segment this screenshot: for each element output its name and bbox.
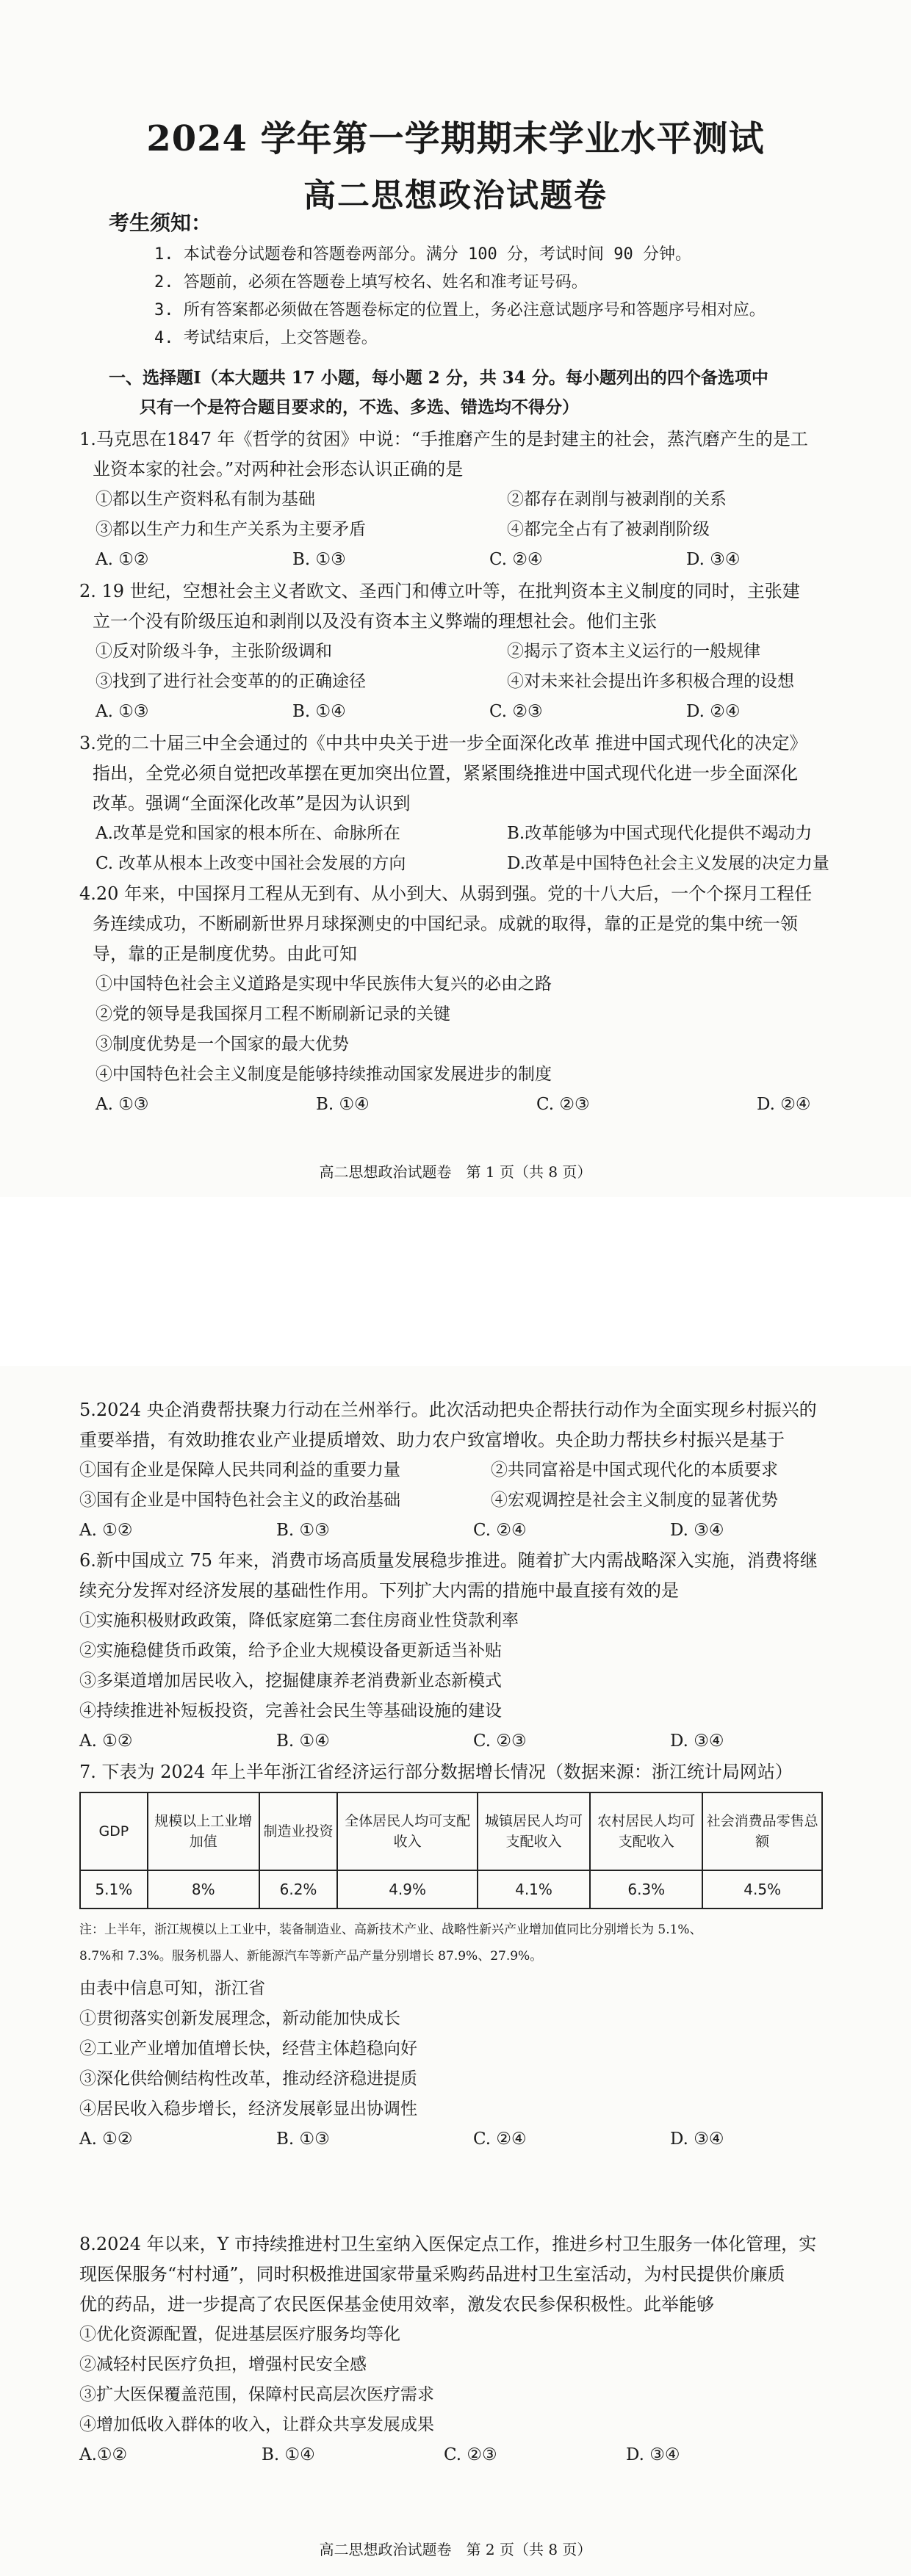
question-stem: 3.党的二十届三中全会通过的《中共中央关于进一步全面深化改革 推进中国式现代化的决定》 — [79, 733, 807, 753]
table-header-cell: 城镇居民人均可支配收入 — [478, 1792, 590, 1870]
question-8 — [79, 2229, 836, 2470]
choice-c[interactable]: C. ②③ — [444, 2445, 497, 2464]
choice-a[interactable]: A. ①③ — [96, 702, 149, 721]
choice-c[interactable]: C. ②④ — [489, 550, 543, 569]
page-gap — [0, 1197, 911, 1366]
choice-c[interactable]: C. ②④ — [473, 2130, 527, 2149]
question-stem: 5.2024 央企消费帮扶聚力行动在兰州举行。此次活动把央企帮扶行动作为全面实现乡村振兴的 — [79, 1400, 817, 1420]
choice-a[interactable]: A. ①② — [96, 550, 149, 569]
table-header-cell: GDP — [80, 1792, 148, 1870]
table-header-cell: 制造业投资 — [259, 1792, 338, 1870]
statement: ④都完全占有了被剥削阶级 — [507, 520, 710, 539]
section-heading-line: 一、选择题Ⅰ（本大题共 17 小题，每小题 2 分，共 34 分。每小题列出的四个备选项中 — [109, 368, 768, 388]
choice-b[interactable]: B. ①④ — [292, 702, 346, 721]
section-heading-line: 只有一个是符合题目要求的，不选、多选、错选均不得分） — [140, 397, 579, 417]
table-value-cell: 5.1% — [80, 1870, 148, 1909]
exam-title: 2024 学年第一学期期末学业水平测试 — [146, 118, 765, 159]
question-stem: 重要举措，有效助推农业产业提质增效、助力农户致富增收。央企助力帮扶乡村振兴是基于 — [79, 1430, 785, 1450]
notice-item: 2. 答题前，必须在答题卷上填写校名、姓名和准考证号码。 — [154, 273, 588, 292]
question-stem: 指出，全党必须自觉把改革摆在更加突出位置，紧紧围绕推进中国式现代化进一步全面深化 — [93, 763, 798, 784]
question-stem: 4.20 年来，中国探月工程从无到有、从小到大、从弱到强。党的十八大后，一个个探月工程任 — [79, 883, 813, 904]
statement: ①实施积极财政政策，降低家庭第二套住房商业性贷款利率 — [79, 1611, 519, 1630]
table-value-cell: 4.1% — [478, 1870, 590, 1909]
exam-page-1 — [0, 0, 911, 1197]
choice-d[interactable]: D. ②④ — [686, 702, 741, 721]
statement: ①国有企业是保障人民共同利益的重要力量 — [79, 1461, 400, 1480]
choice-b[interactable]: B. ①③ — [276, 1521, 330, 1540]
choice-a[interactable]: A. ①③ — [96, 1095, 149, 1114]
question-stem: 2. 19 世纪，空想社会主义者欧文、圣西门和傅立叶等，在批判资本主义制度的同时，主张建 — [79, 581, 800, 601]
choice-b[interactable]: B. ①④ — [262, 2445, 315, 2464]
notice-item: 3. 所有答案都必须做在答题卷标定的位置上，务必注意试题序号和答题序号相对应。 — [154, 301, 766, 319]
choice-c[interactable]: C. ②③ — [473, 1732, 527, 1751]
choice-b[interactable]: B. ①③ — [292, 550, 346, 569]
section-heading — [109, 363, 814, 422]
statement: ①中国特色社会主义道路是实现中华民族伟大复兴的必由之路 — [96, 974, 552, 994]
statement: ③扩大医保覆盖范围，保障村民高层次医疗需求 — [79, 2385, 434, 2404]
notice-item: 4. 考试结束后，上交答题卷。 — [154, 329, 378, 347]
statement: ③国有企业是中国特色社会主义的政治基础 — [79, 1491, 400, 1510]
statement: ③找到了进行社会变革的的正确途径 — [96, 672, 366, 691]
question-stem: 优的药品，进一步提高了农民医保基金使用效率，激发农民参保积极性。此举能够 — [79, 2294, 714, 2315]
question-stem: 8.2024 年以来，Y 市持续推进村卫生室纳入医保定点工作，推进乡村卫生服务一体化管理，实 — [79, 2234, 817, 2254]
choice-a[interactable]: A.①② — [79, 2445, 128, 2464]
statement: ②共同富裕是中国式现代化的本质要求 — [491, 1461, 778, 1480]
choice-c[interactable]: C. 改革从根本上改变中国社会发展的方向 — [96, 854, 406, 873]
page-footer: 高二思想政治试题卷 第 1 页（共 8 页） — [319, 1163, 592, 1181]
statement: ②实施稳健货币政策，给予企业大规模设备更新适当补贴 — [79, 1641, 502, 1660]
statement: ②工业产业增加值增长快，经营主体趋稳向好 — [79, 2039, 417, 2058]
table-note — [79, 1917, 836, 1969]
table-value-cell: 6.3% — [590, 1870, 702, 1909]
statement: ②减轻村民医疗负担，增强村民安全感 — [79, 2355, 367, 2374]
table-header-cell: 社会消费品零售总额 — [702, 1792, 822, 1870]
choice-a[interactable]: A. ①② — [79, 1732, 133, 1751]
choice-c[interactable]: C. ②④ — [473, 1521, 527, 1540]
question-3 — [79, 728, 836, 879]
choice-b[interactable]: B. ①④ — [276, 1732, 330, 1751]
exam-subtitle: 高二思想政治试题卷 — [303, 177, 608, 214]
statement: ②都存在剥削与被剥削的关系 — [507, 490, 727, 509]
choice-a[interactable]: A. ①② — [79, 1521, 133, 1540]
statement: ①反对阶级斗争，主张阶级调和 — [96, 642, 332, 661]
statement: ④持续推进补短板投资，完善社会民生等基础设施的建设 — [79, 1701, 502, 1721]
notice-list — [154, 241, 852, 352]
statement: ④居民收入稳步增长，经济发展彰显出协调性 — [79, 2099, 417, 2119]
statement: ④对未来社会提出许多积极合理的设想 — [507, 672, 794, 691]
choice-c[interactable]: C. ②③ — [536, 1095, 590, 1114]
choice-d[interactable]: D. ③④ — [626, 2445, 680, 2464]
table-value-cell: 8% — [148, 1870, 259, 1909]
question-stem: 立一个没有阶级压迫和剥削以及没有资本主义弊端的理想社会。他们主张 — [93, 611, 657, 632]
question-lead: 由表中信息可知，浙江省 — [79, 1979, 265, 1998]
choice-b[interactable]: B. ①④ — [316, 1095, 370, 1114]
table-note-line: 8.7%和 7.3%。服务机器人、新能源汽车等新产品产量分别增长 87.9%、27.9%。 — [79, 1949, 543, 1964]
question-5 — [79, 1395, 836, 1546]
statement: ④增加低收入群体的收入，让群众共享发展成果 — [79, 2415, 434, 2434]
choice-d[interactable]: D. ③④ — [686, 550, 741, 569]
question-stem: 现医保服务“村村通”，同时积极推进国家带量采购药品进村卫生室活动，为村民提供价廉质 — [79, 2264, 785, 2284]
table-value-cell: 6.2% — [259, 1870, 338, 1909]
statement: ②揭示了资本主义运行的一般规律 — [507, 642, 760, 661]
question-6 — [79, 1546, 836, 1756]
choice-d[interactable]: D. ②④ — [757, 1095, 811, 1114]
choice-a[interactable]: A. ①② — [79, 2130, 133, 2149]
table-value-cell: 4.5% — [702, 1870, 822, 1909]
statement: ③深化供给侧结构性改革，推动经济稳进提质 — [79, 2069, 417, 2088]
choice-a[interactable]: A.改革是党和国家的根本所在、命脉所在 — [96, 824, 400, 843]
statement: ③都以生产力和生产关系为主要矛盾 — [96, 520, 366, 539]
question-stem: 业资本家的社会。”对两种社会形态认识正确的是 — [93, 459, 464, 480]
question-stem: 续充分发挥对经济发展的基础性作用。下列扩大内需的措施中最直接有效的是 — [79, 1580, 679, 1601]
question-stem: 1.马克思在1847 年《哲学的贫困》中说：“手推磨产生的是封建主的社会，蒸汽磨产生的是工 — [79, 429, 808, 449]
choice-d[interactable]: D.改革是中国特色社会主义发展的决定力量 — [507, 854, 829, 873]
choice-d[interactable]: D. ③④ — [670, 1732, 724, 1751]
question-1 — [79, 424, 836, 575]
exam-page-2 — [0, 1366, 911, 2576]
economic-data-table — [79, 1792, 823, 1909]
statement: ②党的领导是我国探月工程不断刷新记录的关键 — [96, 1005, 450, 1024]
choice-b[interactable]: B.改革能够为中国式现代化提供不竭动力 — [507, 824, 813, 843]
table-value-cell: 4.9% — [337, 1870, 478, 1909]
table-header-cell: 农村居民人均可支配收入 — [590, 1792, 702, 1870]
question-7 — [79, 1757, 836, 2154]
notice-item: 1. 本试卷分试题卷和答题卷两部分。满分 100 分，考试时间 90 分钟。 — [154, 245, 691, 264]
choice-d[interactable]: D. ③④ — [670, 1521, 724, 1540]
table-header-cell: 全体居民人均可支配收入 — [337, 1792, 478, 1870]
statement: ①优化资源配置，促进基层医疗服务均等化 — [79, 2325, 400, 2344]
choice-b[interactable]: B. ①③ — [276, 2130, 330, 2149]
statement: ④宏观调控是社会主义制度的显著优势 — [491, 1491, 778, 1510]
question-stem: 导，靠的正是制度优势。由此可知 — [93, 944, 357, 964]
page-footer: 高二思想政治试题卷 第 2 页（共 8 页） — [319, 2541, 592, 2558]
question-stem: 7. 下表为 2024 年上半年浙江省经济运行部分数据增长情况（数据来源：浙江统计局网站） — [79, 1762, 793, 1782]
choice-d[interactable]: D. ③④ — [670, 2130, 724, 2149]
statement: ③多渠道增加居民收入，挖掘健康养老消费新业态新模式 — [79, 1671, 502, 1690]
table-note-line: 注：上半年，浙江规模以上工业中，装备制造业、高新技术产业、战略性新兴产业增加值同比分别增长为 5.1%、 — [79, 1922, 702, 1937]
question-2 — [79, 576, 836, 727]
question-stem: 务连续成功，不断刷新世界月球探测史的中国纪录。成就的取得，靠的正是党的集中统一领 — [93, 913, 798, 934]
statement: ①贯彻落实创新发展理念，新动能加快成长 — [79, 2009, 400, 2028]
table-header-cell: 规模以上工业增加值 — [148, 1792, 259, 1870]
statement: ③制度优势是一个国家的最大优势 — [96, 1035, 349, 1054]
statement: ④中国特色社会主义制度是能够持续推动国家发展进步的制度 — [96, 1065, 552, 1084]
question-stem: 改革。强调“全面深化改革”是因为认识到 — [93, 793, 411, 814]
statement: ①都以生产资料私有制为基础 — [96, 490, 315, 509]
notice-heading: 考生须知： — [109, 211, 212, 235]
question-4 — [79, 879, 836, 1120]
question-stem: 6.新中国成立 75 年来，消费市场高质量发展稳步推进。随着扩大内需战略深入实施，消费将继 — [79, 1550, 818, 1571]
choice-c[interactable]: C. ②③ — [489, 702, 543, 721]
